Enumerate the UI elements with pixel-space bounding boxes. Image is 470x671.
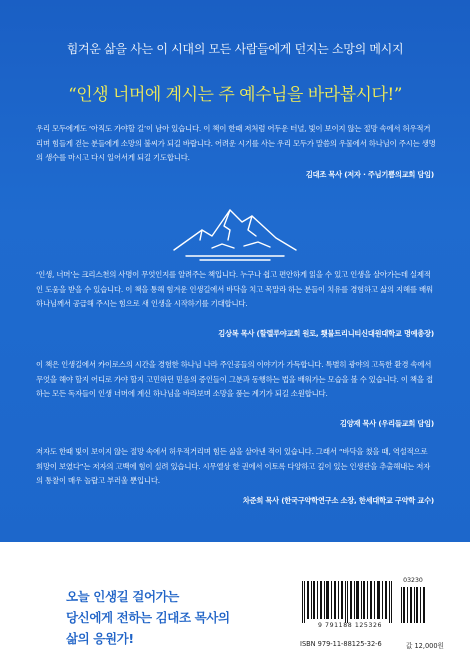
- tagline: 힘겨운 삶을 사는 이 시대의 모든 사람들에게 던지는 소망의 메시지: [66, 42, 404, 56]
- endorsement-text-4: 저자도 한때 빛이 보이지 않는 절망 속에서 허우적거리며 힘든 삶을 살아낸 적이 있습니다. 그래서 “바닥을 쳤을 때, 역설적으로 희망이 보였다”는 저자의 고백에 힘이 실려 있습니다. 시무엘상 한 권에서 이토록 다양하고 깊이 있는 인생관을 추출해내는 저자의 통찰이 매우 놀랍고 부러울 뿐입니다.: [36, 447, 431, 485]
- barcode-bars-icon: [300, 581, 396, 623]
- endorsement-attribution-2: 김상복 목사 (할렐루야교회 원로, 횃불트리니티신대원대학교 명예총장): [218, 329, 434, 338]
- barcode: [300, 573, 428, 635]
- mountain-icon: [172, 200, 298, 262]
- endorsement-text-1: 우리 모두에게도 ‘아직도 가야할 길’이 남아 있습니다. 이 책이 한때 저처럼 어두운 터널, 빛이 보이지 않는 절망 속에서 허우적거리며 힘들게 걷는 분들에게 소망의 불씨가 되길 바랍니다. 어려운 시기를 사는 우리 모두가 말씀의 우물에서 하나님이 주시는 생명의 생수를 마시고 다시 일어서게 되길 기도합니다.: [36, 124, 436, 162]
- isbn: ISBN 979-11-88125-32-6: [300, 640, 382, 648]
- endorsement-text-3: 이 책은 인생길에서 카이로스의 시간을 경험한 하나님 나라 주인공들의 이야기가 가득합니다. 특별히 광야의 고독한 환경 속에서 무엇을 해야 할지 어디로 가야 할지 고민하던 믿음의 증인들이 그분과 동행하는 법을 배워가는 모습을 볼 수 있습니다. 이 책을 접하는 모든 독자들이 인생 너머에 계신 하나님을 바라보며 소망을 품는 계기가 되길 소원합니다.: [36, 360, 433, 398]
- endorsement-attribution-4: 차준희 목사 (한국구약학연구소 소장, 한세대학교 구약학 교수): [242, 496, 434, 505]
- endorsement-attribution-1: 김대조 목사 (저자 · 주님기쁨의교회 담임): [305, 170, 434, 179]
- promo-line-2: 당신에게 전하는 김대조 목사의: [66, 610, 230, 625]
- endorsement-attribution-3: 김양재 목사 (우리들교회 담임): [340, 419, 434, 428]
- addon-bars-icon: [400, 587, 426, 623]
- barcode-digits: 9 791188 125326: [317, 622, 383, 629]
- barcode-addon: 03230: [403, 577, 423, 584]
- promo-line-3: 삶의 응원가!: [66, 631, 134, 646]
- price: 값 12,000원: [406, 642, 444, 650]
- promo-text: [66, 586, 230, 649]
- promo-line-1: 오늘 인생길 걸어가는: [66, 589, 179, 604]
- endorsement-text-2: ‘인생, 너머’는 크리스천의 사명이 무엇인지를 알려주는 책입니다. 누구나 쉽고 편안하게 읽을 수 있고 인생을 살아가는데 실제적인 도움을 받을 수 있습니다. 이 책을 통해 힘겨운 인생길에서 바닥을 치고 목말라 하는 분들이 치유를 경험하고 삶의 지혜를 배워 하나님께서 공급해 주시는 힘으로 새 인생을 시작하기를 기대합니다.: [36, 270, 433, 308]
- headline-quote: “인생 너머에 계시는 주 예수님을 바라봅시다!”: [68, 85, 402, 105]
